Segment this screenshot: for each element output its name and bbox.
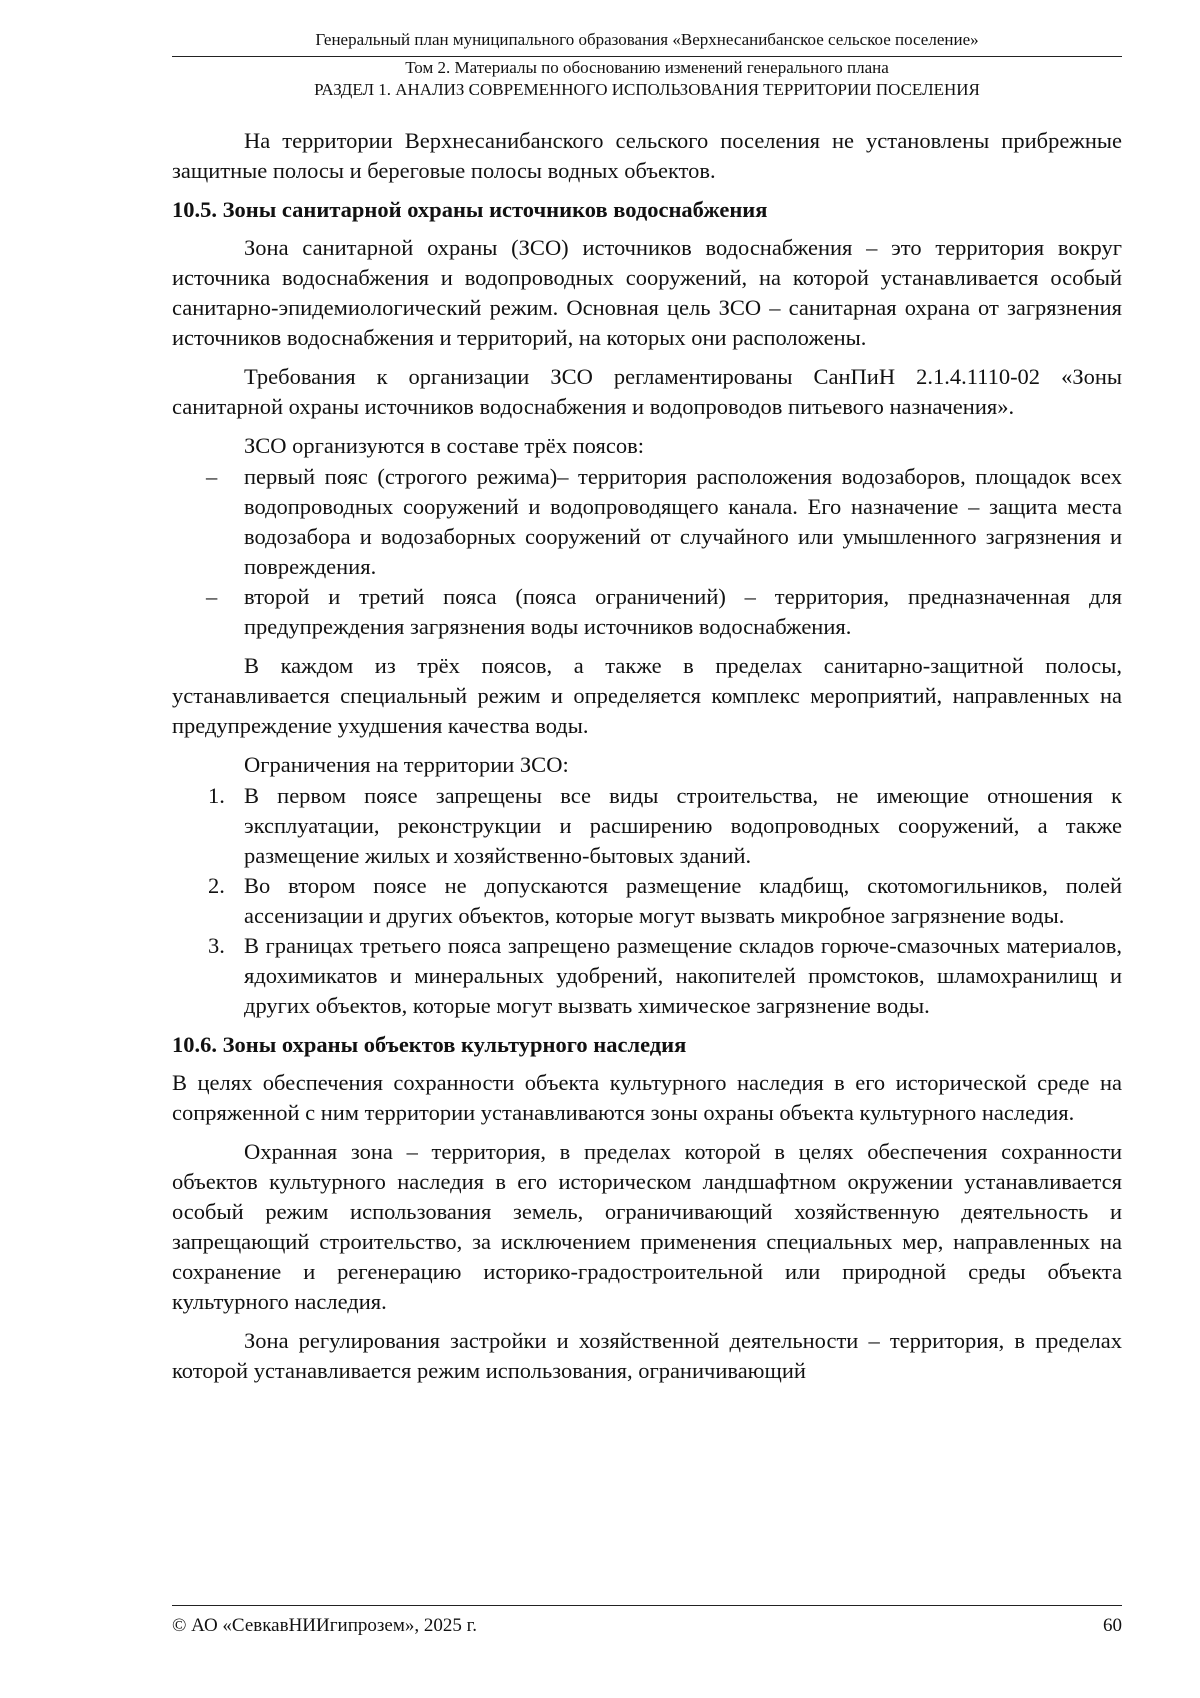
list-item-text: второй и третий пояса (пояса ограничений) – территория, предназначенная для предупреждения загрязнения воды источников водоснабжения. — [244, 584, 1122, 639]
paragraph-requirements: Требования к организации ЗСО регламентированы СанПиН 2.1.4.1110-02 «Зоны санитарной охраны источников водоснабжения и водопроводов питьевого назначения». — [172, 364, 1122, 419]
list-item-text: В границах третьего пояса запрещено размещение складов горюче-смазочных материалов, ядохимикатов и минеральных удобрений, накопителей промстоков, шламохранилищ и других объектов, которые могут вызвать химическое загрязнение воды. — [244, 933, 1122, 1018]
list-number: 2. — [208, 873, 225, 898]
heading-10-6: 10.6. Зоны охраны объектов культурного наследия — [172, 1032, 687, 1057]
list-item — [172, 871, 1122, 931]
header-section: РАЗДЕЛ 1. АНАЛИЗ СОВРЕМЕННОГО ИСПОЛЬЗОВАНИЯ ТЕРРИТОРИИ ПОСЕЛЕНИЯ — [314, 80, 980, 99]
document-body — [172, 126, 1122, 1395]
heading-10-5: 10.5. Зоны санитарной охраны источников водоснабжения — [172, 197, 768, 222]
footer-copyright: © АО «СевкавНИИгипрозем», 2025 г. — [172, 1615, 477, 1636]
paragraph-regulation-zone: Зона регулирования застройки и хозяйственной деятельности – территория, в пределах которой устанавливается режим использования, ограничивающий — [172, 1328, 1122, 1383]
paragraph-heritage-goal: В целях обеспечения сохранности объекта культурного наследия в его исторической среде на сопряженной с ним территории устанавливаются зоны охраны объекта культурного наследия. — [172, 1070, 1122, 1125]
list-number: 3. — [208, 933, 225, 958]
list-item — [172, 582, 1122, 642]
list-item-text: В первом поясе запрещены все виды строительства, не имеющие отношения к эксплуатации, реконструкции и расширению водопроводных сооружений, а также размещение жилых и хозяйственно-бытовых зданий. — [244, 783, 1122, 868]
list-number: 1. — [208, 783, 225, 808]
belts-list — [172, 462, 1122, 642]
list-dash: – — [206, 584, 218, 609]
list-item-text: Во втором поясе не допускаются размещение кладбищ, скотомогильников, полей ассенизации и других объектов, которые могут вызвать микробное загрязнение воды. — [244, 873, 1122, 928]
paragraph-intro: На территории Верхнесанибанского сельского поселения не установлены прибрежные защитные полосы и береговые полосы водных объектов. — [172, 128, 1122, 183]
list-dash: – — [206, 464, 218, 489]
list-item — [172, 931, 1122, 1021]
paragraph-each-belt: В каждом из трёх поясов, а также в пределах санитарно-защитной полосы, устанавливается специальный режим и определяется комплекс мероприятий, направленных на предупреждение ухудшения качества воды. — [172, 653, 1122, 738]
footer-divider — [172, 1605, 1122, 1606]
list-item-text: первый пояс (строгого режима)– территория расположения водозаборов, площадок всех водопроводных сооружений и водопроводящего канала. Его назначение – защита места водозабора и водозаборных сооружений от случайного или умышленного загрязнения и повреждения. — [244, 464, 1122, 579]
paragraph-belts-intro: ЗСО организуются в составе трёх поясов: — [244, 433, 644, 458]
restrictions-list — [172, 781, 1122, 1021]
header-divider — [172, 56, 1122, 57]
page-number: 60 — [1103, 1615, 1122, 1636]
header-volume: Том 2. Материалы по обоснованию изменений генерального плана — [405, 58, 889, 77]
list-item — [172, 462, 1122, 582]
header-document-title: Генеральный план муниципального образования «Верхнесанибанское сельское поселение» — [315, 30, 979, 49]
paragraph-zso-definition: Зона санитарной охраны (ЗСО) источников водоснабжения – это территория вокруг источника водоснабжения и водопроводных сооружений, на которой устанавливается особый санитарно-эпидемиологический режим. Основная цель ЗСО – санитарная охрана от загрязнения источников водоснабжения и территорий, на которых они расположены. — [172, 235, 1122, 350]
paragraph-restrictions-intro: Ограничения на территории ЗСО: — [244, 752, 569, 777]
paragraph-protection-zone: Охранная зона – территория, в пределах которой в целях обеспечения сохранности объектов культурного наследия в его историческом ландшафтном окружении устанавливается особый режим использования земель, ограничивающий хозяйственную деятельность и запрещающий строительство, за исключением применения специальных мер, направленных на сохранение и регенерацию историко-градостроительной или природной среды объекта культурного наследия. — [172, 1139, 1122, 1314]
list-item — [172, 781, 1122, 871]
